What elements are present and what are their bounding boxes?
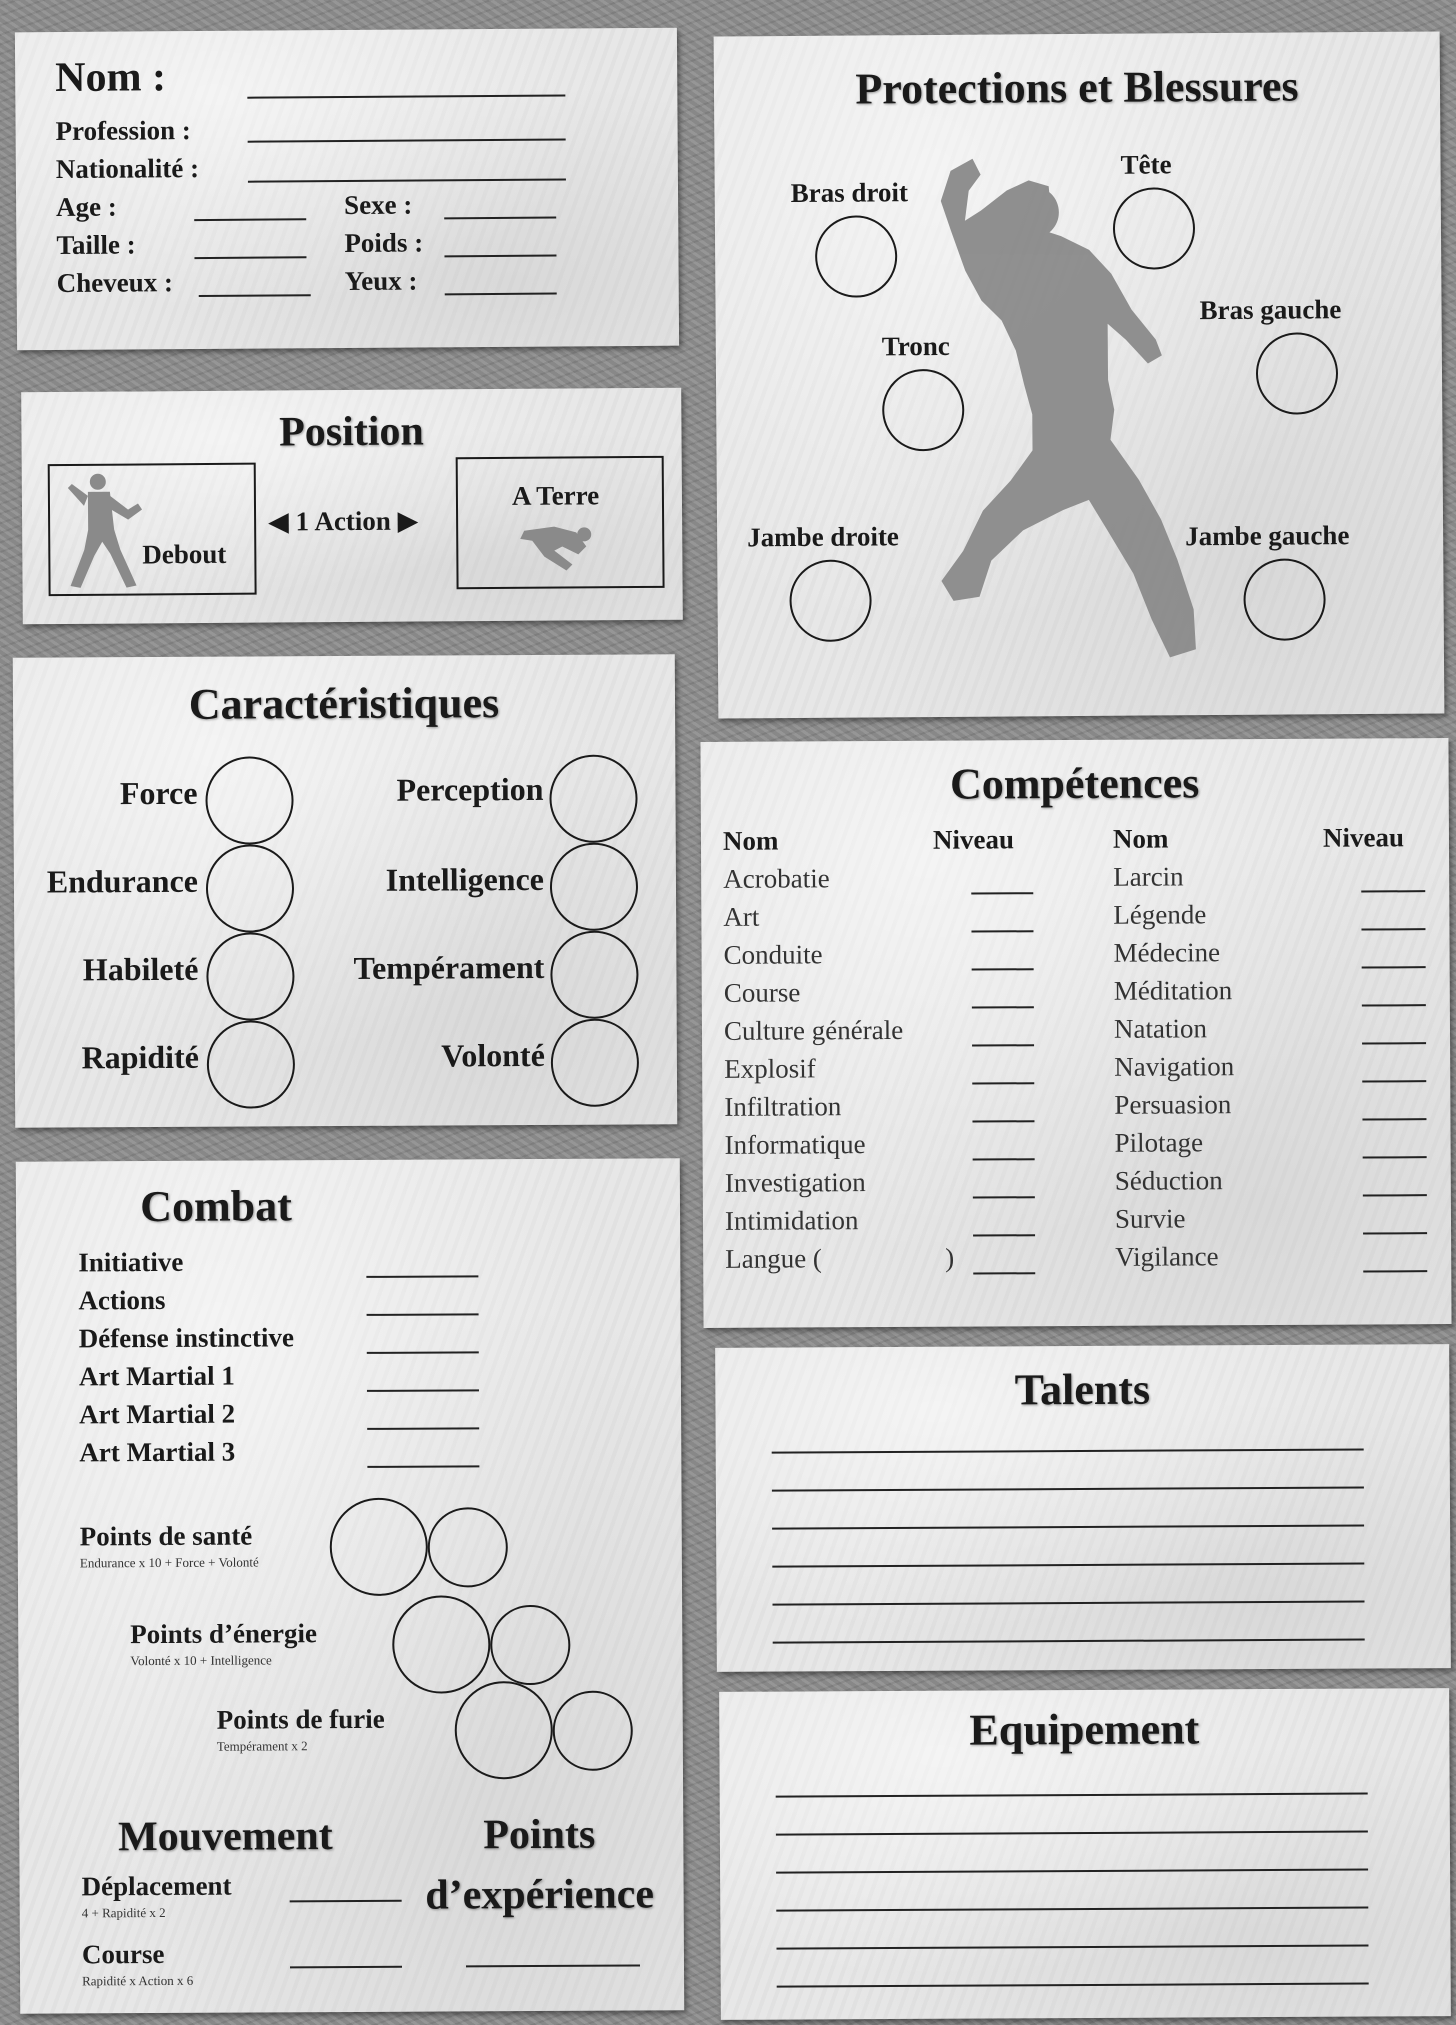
equipement-line-6[interactable] (777, 1983, 1369, 1988)
talents-title: Talents (1014, 1364, 1151, 1415)
combat-initiative-label: Initiative (78, 1246, 184, 1278)
skill-culture-generale-level[interactable] (972, 1044, 1034, 1046)
points-sante-formula: Endurance x 10 + Force + Volonté (79, 1554, 259, 1571)
char-temperament-circle[interactable] (550, 930, 638, 1018)
talent-line-5[interactable] (772, 1601, 1364, 1606)
deplacement-field[interactable] (290, 1900, 402, 1903)
competences-col-nom-left: Nom (722, 825, 779, 856)
jambe-droite-label: Jambe droite (747, 521, 899, 553)
equipement-line-4[interactable] (776, 1907, 1368, 1912)
skill-medecine-level[interactable] (1362, 966, 1426, 968)
skill-art-level[interactable] (971, 930, 1033, 932)
points-furie-label: Points de furie (216, 1703, 385, 1735)
fallen-fighter-icon (514, 516, 614, 577)
talent-line-2[interactable] (772, 1487, 1364, 1492)
char-force-label: Force (119, 774, 198, 812)
skill-art: Art (723, 901, 760, 932)
position-panel (21, 388, 683, 625)
char-volonte-label: Volonté (441, 1036, 545, 1074)
experience-title-line2: d’expérience (425, 1871, 655, 1919)
equipement-line-2[interactable] (776, 1831, 1368, 1836)
competences-title: Compétences (949, 758, 1200, 809)
equipement-line-3[interactable] (776, 1869, 1368, 1874)
profession-label: Profession : (55, 115, 191, 147)
deplacement-formula: 4 + Rapidité x 2 (81, 1904, 166, 1921)
skill-informatique: Informatique (724, 1129, 866, 1160)
skill-survie-level[interactable] (1363, 1232, 1427, 1234)
combat-initiative-field[interactable] (366, 1275, 478, 1278)
char-endurance-label: Endurance (46, 862, 199, 900)
identity-panel (15, 28, 679, 351)
nom-label: Nom : (55, 54, 167, 102)
talents-panel (715, 1344, 1451, 1672)
experience-field[interactable] (466, 1964, 640, 1967)
skill-culture-generale: Culture générale (723, 1014, 904, 1046)
skill-legende: Légende (1113, 899, 1207, 930)
caracteristiques-panel (13, 654, 677, 1127)
deplacement-label: Déplacement (81, 1870, 232, 1902)
tete-circle[interactable] (1113, 187, 1196, 270)
skill-explosif-level[interactable] (972, 1082, 1034, 1084)
skill-acrobatie: Acrobatie (723, 863, 830, 894)
tronc-label: Tronc (881, 330, 950, 362)
skill-persuasion: Persuasion (1114, 1089, 1232, 1120)
nationalite-field[interactable] (248, 178, 566, 182)
taille-field[interactable] (194, 256, 306, 259)
points-sante-max-circle[interactable] (330, 1498, 429, 1597)
skill-course: Course (723, 977, 801, 1008)
bras-droit-label: Bras droit (790, 177, 909, 209)
jambe-gauche-circle[interactable] (1243, 558, 1326, 641)
talent-line-6[interactable] (773, 1639, 1365, 1644)
profession-field[interactable] (248, 138, 566, 142)
points-furie-max-circle[interactable] (455, 1681, 554, 1780)
skill-pilotage: Pilotage (1114, 1127, 1204, 1158)
equipement-title: Equipement (969, 1704, 1200, 1755)
points-sante-label: Points de santé (79, 1520, 253, 1552)
skill-natation-level[interactable] (1362, 1042, 1426, 1044)
skill-seduction: Séduction (1114, 1165, 1223, 1196)
skill-survie: Survie (1114, 1203, 1186, 1234)
skill-pilotage-level[interactable] (1363, 1156, 1427, 1158)
cheveux-label: Cheveux : (56, 267, 174, 299)
skill-explosif: Explosif (724, 1053, 816, 1084)
combat-art-martial-3-field[interactable] (367, 1465, 479, 1468)
combat-defense-field[interactable] (367, 1351, 479, 1354)
char-rapidite-circle[interactable] (207, 1020, 295, 1108)
course-field[interactable] (290, 1966, 402, 1969)
protections-panel (714, 31, 1445, 718)
skill-intimidation-level[interactable] (973, 1234, 1035, 1236)
combat-panel (16, 1158, 684, 2013)
competences-col-nom-right: Nom (1112, 823, 1169, 854)
protections-title: Protections et Blessures (855, 61, 1299, 114)
combat-art-martial-1-label: Art Martial 1 (78, 1360, 235, 1392)
course-formula: Rapidité x Action x 6 (82, 1972, 194, 1989)
competences-col-niveau-right: Niveau (1322, 822, 1405, 853)
age-label: Age : (56, 191, 117, 223)
skill-langue: Langue ( (725, 1243, 822, 1274)
points-energie-formula: Volonté x 10 + Intelligence (130, 1652, 272, 1669)
skill-medecine: Médecine (1113, 937, 1221, 968)
char-habilete-circle[interactable] (206, 932, 294, 1020)
combat-art-martial-2-label: Art Martial 2 (79, 1398, 236, 1430)
yeux-label: Yeux : (344, 265, 418, 297)
equipement-line-1[interactable] (776, 1793, 1368, 1798)
talent-line-1[interactable] (772, 1449, 1364, 1454)
char-intelligence-circle[interactable] (550, 842, 638, 930)
skill-acrobatie-level[interactable] (971, 892, 1033, 894)
char-habilete-label: Habileté (82, 950, 199, 988)
points-energie-current-circle[interactable] (490, 1605, 570, 1685)
course-label: Course (81, 1938, 165, 1970)
skill-larcin-level[interactable] (1361, 890, 1425, 892)
poids-label: Poids : (344, 227, 424, 259)
action-transition-label: ◀ 1 Action ▶ (268, 505, 419, 537)
talent-line-3[interactable] (772, 1525, 1364, 1530)
skill-conduite: Conduite (723, 939, 823, 970)
skill-meditation-level[interactable] (1362, 1004, 1426, 1006)
bras-gauche-label: Bras gauche (1199, 294, 1342, 326)
position-title: Position (278, 408, 424, 456)
skill-vigilance-level[interactable] (1363, 1270, 1427, 1272)
skill-informatique-level[interactable] (973, 1158, 1035, 1160)
caracteristiques-title: Caractéristiques (188, 678, 500, 729)
talent-line-4[interactable] (772, 1563, 1364, 1568)
bras-droit-circle[interactable] (815, 215, 898, 298)
points-furie-current-circle[interactable] (553, 1691, 633, 1771)
jambe-droite-circle[interactable] (789, 559, 872, 642)
sexe-field[interactable] (444, 217, 556, 220)
skill-investigation: Investigation (724, 1167, 866, 1198)
points-energie-max-circle[interactable] (392, 1595, 491, 1694)
char-perception-circle[interactable] (549, 754, 637, 842)
equipement-line-5[interactable] (776, 1945, 1368, 1950)
skill-langue-level[interactable] (973, 1272, 1035, 1274)
taille-label: Taille : (56, 229, 136, 261)
char-rapidite-label: Rapidité (81, 1038, 199, 1076)
sexe-label: Sexe : (344, 189, 413, 221)
skill-navigation: Navigation (1114, 1051, 1235, 1082)
skill-infiltration-level[interactable] (972, 1120, 1034, 1122)
yeux-field[interactable] (445, 293, 557, 296)
skill-langue-close: ) (945, 1242, 955, 1273)
debout-box[interactable] (48, 463, 257, 596)
char-endurance-circle[interactable] (206, 844, 294, 932)
points-energie-label: Points d’énergie (130, 1618, 318, 1650)
competences-panel (700, 738, 1451, 1328)
tete-label: Tête (1120, 149, 1172, 180)
combat-art-martial-1-field[interactable] (367, 1389, 479, 1392)
age-field[interactable] (194, 218, 306, 221)
points-furie-formula: Tempérament x 2 (216, 1738, 308, 1754)
tronc-circle[interactable] (882, 369, 965, 452)
char-temperament-label: Tempérament (353, 948, 545, 986)
char-intelligence-label: Intelligence (385, 860, 545, 898)
combat-actions-field[interactable] (367, 1313, 479, 1316)
combat-art-martial-2-field[interactable] (367, 1427, 479, 1430)
standing-fighter-icon (58, 469, 149, 594)
experience-title-line1: Points (483, 1811, 596, 1859)
points-sante-current-circle[interactable] (428, 1507, 508, 1587)
skill-persuasion-level[interactable] (1362, 1118, 1426, 1120)
mouvement-title: Mouvement (117, 1813, 333, 1861)
poids-field[interactable] (444, 255, 556, 258)
skill-seduction-level[interactable] (1363, 1194, 1427, 1196)
bras-gauche-circle[interactable] (1256, 332, 1339, 415)
combat-art-martial-3-label: Art Martial 3 (79, 1436, 236, 1468)
equipement-panel (719, 1688, 1451, 2020)
char-force-circle[interactable] (205, 756, 293, 844)
cheveux-field[interactable] (199, 294, 311, 297)
skill-conduite-level[interactable] (972, 968, 1034, 970)
skill-intimidation: Intimidation (724, 1205, 859, 1236)
skill-navigation-level[interactable] (1362, 1080, 1426, 1082)
nom-field[interactable] (247, 94, 565, 98)
competences-col-niveau-left: Niveau (932, 824, 1015, 855)
skill-vigilance: Vigilance (1115, 1241, 1219, 1272)
combat-defense-label: Défense instinctive (78, 1322, 294, 1354)
jambe-gauche-label: Jambe gauche (1185, 520, 1350, 552)
char-volonte-circle[interactable] (551, 1018, 639, 1106)
combat-title: Combat (140, 1181, 292, 1232)
nationalite-label: Nationalité : (55, 153, 200, 185)
combat-actions-label: Actions (78, 1284, 166, 1316)
skill-course-level[interactable] (972, 1006, 1034, 1008)
a-terre-box[interactable] (456, 456, 665, 589)
a-terre-label: A Terre (511, 480, 600, 511)
skill-legende-level[interactable] (1361, 928, 1425, 930)
skill-investigation-level[interactable] (973, 1196, 1035, 1198)
skill-meditation: Méditation (1113, 975, 1233, 1006)
char-perception-label: Perception (396, 770, 544, 808)
skill-natation: Natation (1113, 1013, 1208, 1044)
skill-infiltration: Infiltration (724, 1091, 842, 1122)
skill-larcin: Larcin (1113, 861, 1184, 892)
debout-label: Debout (142, 538, 227, 570)
